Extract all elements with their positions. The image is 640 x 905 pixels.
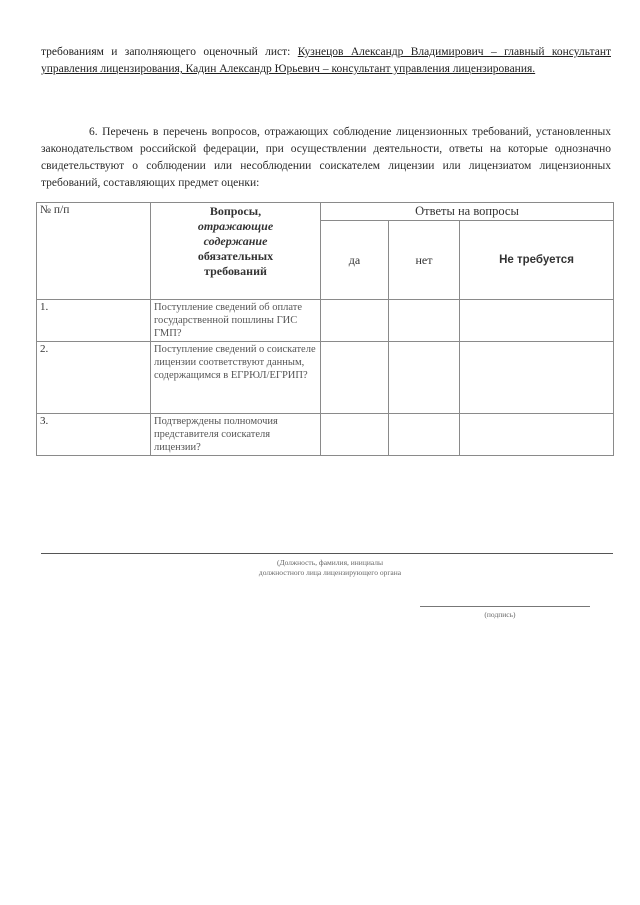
answer-no-cell: [389, 342, 460, 414]
answer-not-required-cell: [460, 414, 614, 456]
section-6-paragraph: 6. Перечень в перечень вопросов, отражающих соблюдение лицензионных требований, установленных законодательством российской федерации, при осуществлении деятельности, ответы на которые однозначно свидетельствуют о соблюдении или несоблюдении соискателем лицензии или лицензиатом лицензионных требований, составляющих предмет оценки:: [41, 126, 611, 189]
header-number: № п/п: [37, 203, 151, 300]
header-questions: [151, 203, 321, 300]
table-row: [37, 414, 614, 456]
header-no: нет: [389, 221, 460, 300]
header-questions-line4: обязательных: [197, 249, 274, 263]
signature-line: [420, 606, 590, 607]
header-not-required: Не требуется: [460, 221, 614, 300]
table-row: [37, 342, 614, 414]
answer-no-cell: [389, 414, 460, 456]
row-number: 2.: [37, 342, 151, 414]
header-yes: да: [321, 221, 389, 300]
header-answers: Ответы на вопросы: [321, 203, 614, 221]
official-caption-line1: (Должность, фамилия, инициалы: [276, 558, 384, 567]
table-header-row: [37, 203, 614, 221]
official-caption-line2: должностного лица лицензирующего органа: [258, 568, 402, 577]
row-question: Поступление сведений об оплате государственной пошлины ГИС ГМП?: [151, 300, 321, 342]
assessors-names: Кузнецов Александр Владимирович – главный консультант управления лицензирования, Кадин Александр Юрьевич – консультант управления лицензирования.: [41, 46, 611, 75]
answer-no-cell: [389, 300, 460, 342]
header-questions-line3: содержание: [203, 234, 268, 248]
answer-yes-cell: [321, 300, 389, 342]
table-row: [37, 300, 614, 342]
answer-yes-cell: [321, 414, 389, 456]
answer-not-required-cell: [460, 342, 614, 414]
header-questions-line5: требований: [204, 264, 267, 278]
row-question: Подтверждены полномочия представителя соискателя лицензии?: [151, 414, 321, 456]
signature-caption: (подпись): [484, 610, 516, 619]
row-number: 3.: [37, 414, 151, 456]
answer-yes-cell: [321, 342, 389, 414]
assessors-paragraph: [41, 44, 611, 78]
header-questions-line2: отражающие: [197, 219, 274, 233]
official-name-line: [41, 553, 613, 554]
answer-not-required-cell: [460, 300, 614, 342]
assessors-prefix: требованиям и заполняющего оценочный лист:: [41, 46, 298, 58]
row-question: Поступление сведений о соискателе лицензии соответствуют данным, содержащимся в ЕГРЮЛ/ЕГРИП?: [151, 342, 321, 414]
header-questions-line1: Вопросы,: [209, 204, 262, 218]
official-name-caption: [200, 558, 460, 578]
requirements-table: [36, 202, 614, 456]
row-number: 1.: [37, 300, 151, 342]
